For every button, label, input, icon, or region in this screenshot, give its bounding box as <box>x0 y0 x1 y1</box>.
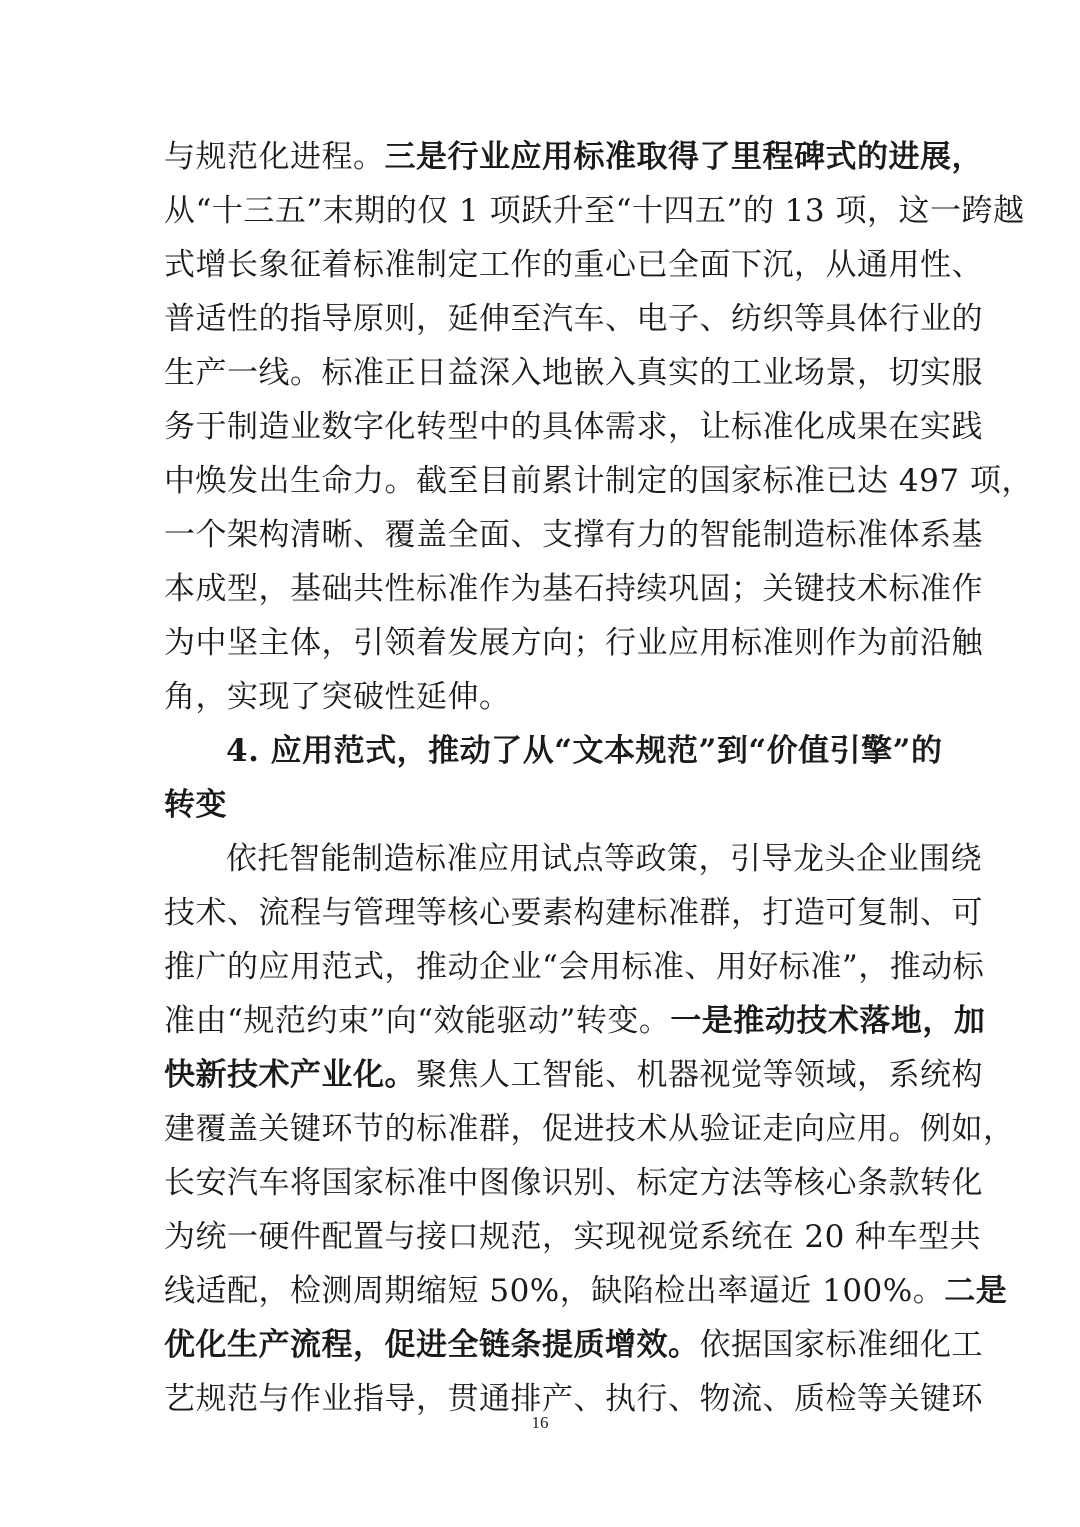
body-text: 线适配，检测周期缩短 50%，缺陷检出率逼近 100%。 <box>164 1273 945 1309</box>
body-text: 为中坚主体，引领着发展方向；行业应用标准则作为前沿触 <box>164 625 983 661</box>
body-text: 建覆盖关键环节的标准群，促进技术从验证走向应用。例如， <box>164 1111 1015 1147</box>
body-text: 技术、流程与管理等核心要素构建标准群，打造可复制、可 <box>164 895 983 931</box>
body-text: 一个架构清晰、覆盖全面、支撑有力的智能制造标准体系基 <box>164 517 983 553</box>
paragraph-line <box>164 184 1025 238</box>
paragraph-line <box>164 508 983 562</box>
body-text: 聚焦人工智能、机器视觉等领域，系统构 <box>416 1057 983 1093</box>
body-text: 依据国家标准细化工 <box>699 1327 983 1363</box>
body-text: 推广的应用范式，推动企业“会用标准、用好标准”，推动标 <box>164 949 985 985</box>
paragraph-line <box>164 130 983 184</box>
body-text: 准由“规范约束”向“效能驱动”转变。 <box>164 1003 671 1039</box>
page-number: 16 <box>531 1413 549 1432</box>
paragraph-line <box>164 1210 982 1264</box>
body-text: 生产一线。标准正日益深入地嵌入真实的工业场景，切实服 <box>164 355 983 391</box>
paragraph-line <box>164 670 916 724</box>
paragraph-line <box>164 832 982 886</box>
paragraph-line <box>164 1048 983 1102</box>
body-text: 普适性的指导原则，延伸至汽车、电子、纺织等具体行业的 <box>164 301 983 337</box>
bold-text: 优化生产流程，促进全链条提质增效。 <box>164 1327 700 1363</box>
body-text: 艺规范与作业指导，贯通排产、执行、物流、质检等关键环 <box>164 1381 983 1417</box>
body-text: 中焕发出生命力。截至目前累计制定的国家标准已达 497 项， <box>164 463 1033 499</box>
bold-text: 三是行业应用标准取得了里程碑式的进展， <box>384 139 983 175</box>
section-heading-line <box>164 724 943 778</box>
paragraph-line <box>164 400 983 454</box>
paragraph-line <box>164 1264 1008 1318</box>
paragraph-line <box>164 616 983 670</box>
body-text: 依托智能制造标准应用试点等政策，引导龙头企业围绕 <box>226 841 982 877</box>
paragraph-line <box>164 994 986 1048</box>
paragraph-line <box>164 346 983 400</box>
body-text: 长安汽车将国家标准中图像识别、标定方法等核心条款转化 <box>164 1165 983 1201</box>
paragraph-line <box>164 1156 983 1210</box>
paragraph-line <box>164 1318 983 1372</box>
body-text: 务于制造业数字化转型中的具体需求，让标准化成果在实践 <box>164 409 983 445</box>
paragraph-line <box>164 1102 1015 1156</box>
paragraph-line <box>164 292 983 346</box>
paragraph-line <box>164 454 1033 508</box>
bold-text: 转变 <box>164 787 227 823</box>
paragraph-line <box>164 238 983 292</box>
body-text: 从“十三五”末期的仅 1 项跃升至“十四五”的 13 项，这一跨越 <box>164 193 1025 229</box>
section-heading-line <box>164 778 916 832</box>
bold-text: 一是推动技术落地，加 <box>670 1003 986 1039</box>
bold-text: 4. 应用范式，推动了从“文本规范”到“价值引擎”的 <box>226 733 943 769</box>
body-text: 与规范化进程。 <box>164 139 385 175</box>
paragraph-line <box>164 940 985 994</box>
bold-text: 快新技术产业化。 <box>164 1057 416 1093</box>
body-text: 为统一硬件配置与接口规范，实现视觉系统在 20 种车型共 <box>164 1219 982 1255</box>
paragraph-line <box>164 886 983 940</box>
body-text: 式增长象征着标准制定工作的重心已全面下沉，从通用性、 <box>164 247 983 283</box>
body-text: 本成型，基础共性标准作为基石持续巩固；关键技术标准作 <box>164 571 983 607</box>
bold-text: 二是 <box>944 1273 1008 1309</box>
paragraph-line <box>164 562 983 616</box>
body-text: 角，实现了突破性延伸。 <box>164 679 511 715</box>
document-body <box>164 130 1033 1426</box>
